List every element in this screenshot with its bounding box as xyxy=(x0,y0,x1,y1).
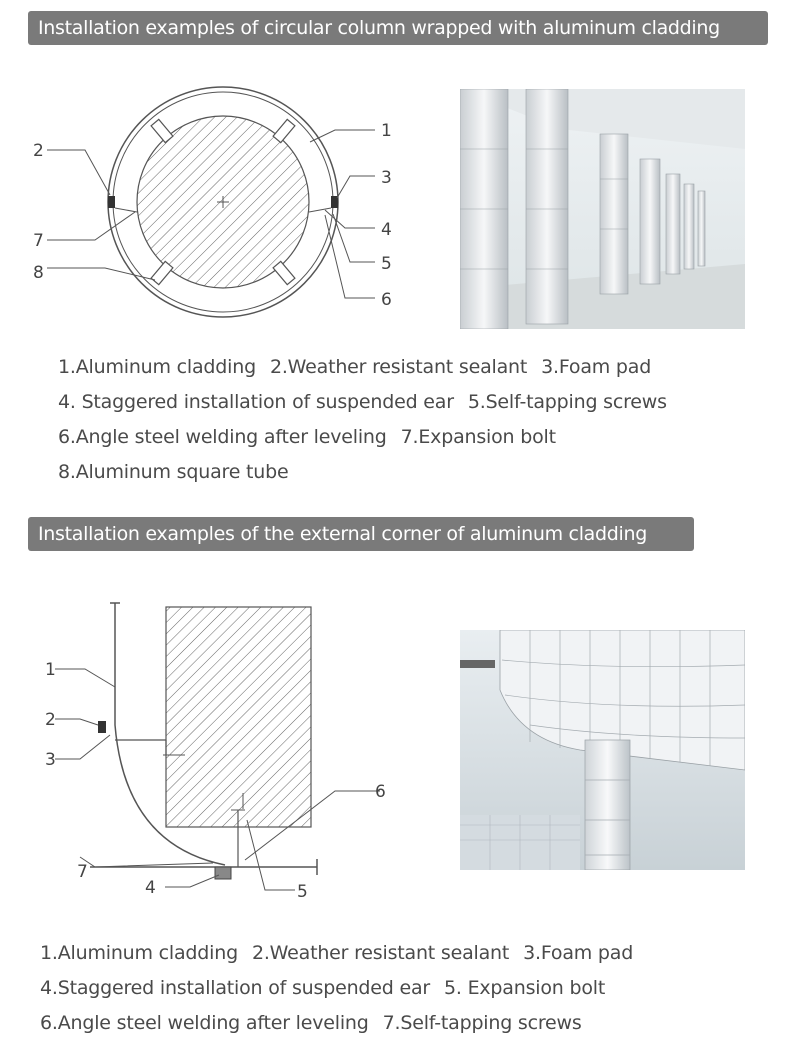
callout-1: 1 xyxy=(381,121,392,141)
callout-5: 5 xyxy=(381,254,392,274)
column-cladding-photo xyxy=(460,89,745,329)
callout-2: 2 xyxy=(45,710,56,730)
circular-column-diagram xyxy=(25,80,415,330)
legend-row: 8.Aluminum square tube xyxy=(58,461,289,483)
bracket-top-right xyxy=(273,119,295,142)
callout-4: 4 xyxy=(381,220,392,240)
legend-row: 1.Aluminum cladding 2.Weather resistant sealant 3.Foam pad xyxy=(58,356,652,378)
callout-1: 1 xyxy=(45,660,56,680)
legend-row: 4. Staggered installation of suspended ear 5.Self-tapping screws xyxy=(58,391,667,413)
callout-7: 7 xyxy=(33,231,44,251)
sealant xyxy=(98,721,106,733)
callout-6: 6 xyxy=(375,782,386,802)
section1-title: Installation examples of circular column wrapped with aluminum cladding xyxy=(28,11,768,45)
bracket-bottom-left xyxy=(151,261,173,284)
bracket-top-left xyxy=(151,119,173,142)
corner-cladding-photo xyxy=(460,630,745,870)
square-tube xyxy=(215,867,231,879)
callout-6: 6 xyxy=(381,290,392,310)
section2-legend xyxy=(40,936,647,1041)
legend-row: 6.Angle steel welding after leveling 7.Expansion bolt xyxy=(58,426,556,448)
callout-7: 7 xyxy=(77,862,88,882)
callout-3: 3 xyxy=(381,168,392,188)
sealant-left xyxy=(108,196,115,208)
callout-2: 2 xyxy=(33,141,44,161)
callout-8: 8 xyxy=(33,263,44,283)
bracket-bottom-right xyxy=(273,261,295,284)
legend-row: 4.Staggered installation of suspended ear 5. Expansion bolt xyxy=(40,977,606,999)
callout-5: 5 xyxy=(297,882,308,902)
section2-title: Installation examples of the external corner of aluminum cladding xyxy=(28,517,694,551)
legend-row: 1.Aluminum cladding 2.Weather resistant sealant 3.Foam pad xyxy=(40,942,634,964)
external-corner-diagram xyxy=(35,595,405,915)
legend-row: 6.Angle steel welding after leveling 7.Self-tapping screws xyxy=(40,1012,582,1034)
callout-4: 4 xyxy=(145,878,156,898)
concrete-wall xyxy=(166,607,311,827)
callout-3: 3 xyxy=(45,750,56,770)
section1-legend xyxy=(58,350,681,490)
